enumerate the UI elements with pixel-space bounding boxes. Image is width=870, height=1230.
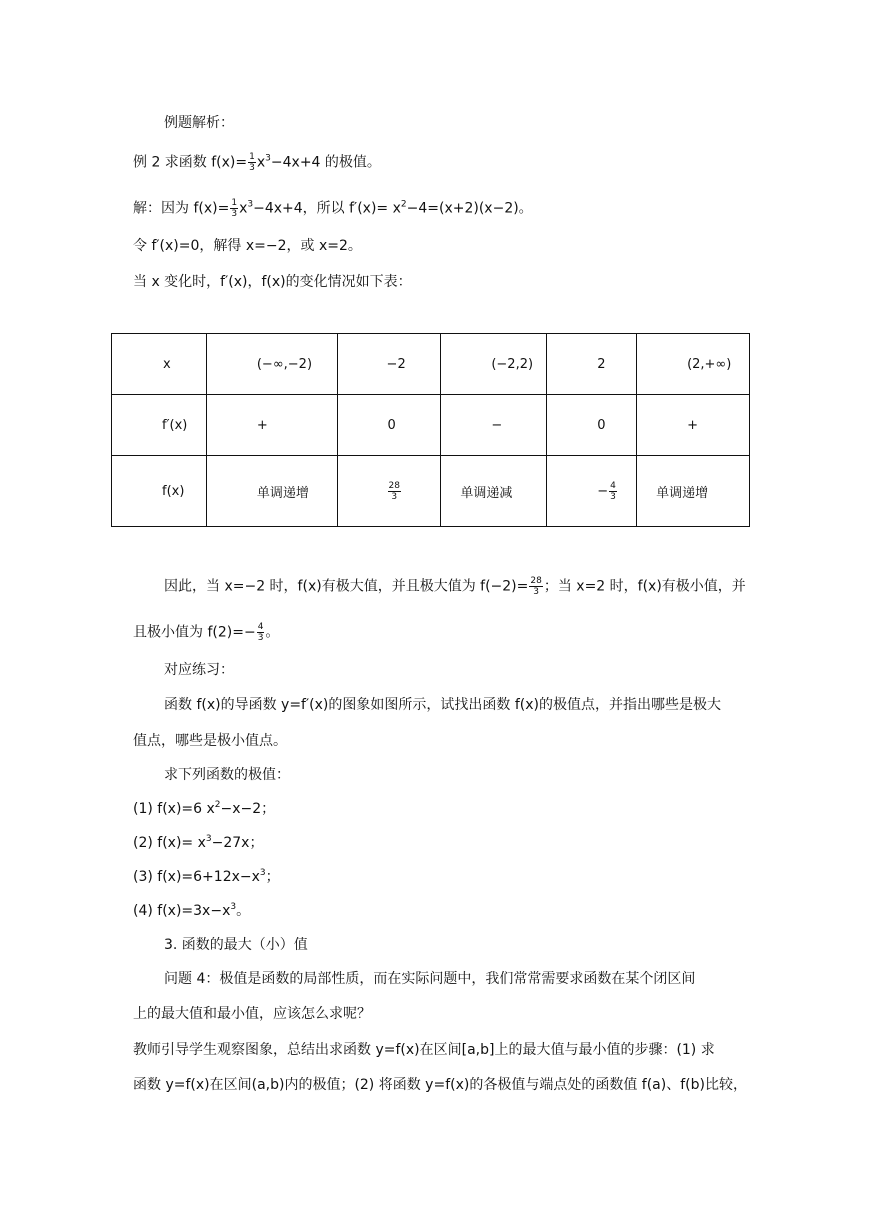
table-cell: −2 xyxy=(337,334,441,395)
fraction: $\frac{4}{3}$ xyxy=(610,480,616,502)
exercise-4: (4) $f(x)=3x-x^3$。 xyxy=(133,902,251,919)
table-cell: (2,+∞) xyxy=(637,334,750,395)
question-4-line-1: 问题 4：极值是函数的局部性质，而在实际问题中，我们常常需要求函数在某个闭区间 xyxy=(164,971,696,987)
conclusion-line-2: 且极小值为 f(2)=− $\frac{4}{3}$ 。 xyxy=(133,622,280,643)
table-cell: 0 xyxy=(547,395,637,456)
practice-2-heading: 求下列函数的极值： xyxy=(164,767,290,783)
fraction: $\frac{1}{3}$ xyxy=(249,152,255,173)
section-3-heading: 3. 函数的最大（小）值 xyxy=(164,937,308,953)
exercise-1: (1) f(x)=6 $x^2-x-2$； xyxy=(133,800,276,817)
practice-1-line-2: 值点，哪些是极小值点。 xyxy=(133,733,287,749)
fraction: $\frac{1}{3}$ xyxy=(231,198,238,219)
variation-table xyxy=(111,333,750,527)
table-cell: 2 xyxy=(547,334,637,395)
teacher-line-2: 函数 y=f(x)在区间(a,b)内的极值；(2) 将函数 y=f(x)的各极值与端点处的函数值 f(a)、f(b)比较， xyxy=(133,1077,747,1093)
table-cell: 单调递减 xyxy=(441,456,547,527)
solution-line: 解：因为 f(x)= $\frac{1}{3}$ $x^3-4x+4$，所以 $f'(x)= x^2-4=(x+2)(x-2)$。 xyxy=(133,198,533,219)
table-row xyxy=(112,334,750,395)
table-cell: (−2,2) xyxy=(441,334,547,395)
practice-1-line-1: 函数 f(x)的导函数 y=f′(x)的图象如图所示，试找出函数 f(x)的极值点，并指出哪些是极大 xyxy=(164,697,721,713)
heading-example: 例题解析： xyxy=(164,115,234,131)
table-cell: 单调递增 xyxy=(206,456,337,527)
teacher-line-1: 教师引导学生观察图象，总结出求函数 y=f(x)在区间[a,b]上的最大值与最小值的步骤：(1) 求 xyxy=(133,1042,715,1058)
table-cell: 单调递增 xyxy=(637,456,750,527)
fraction: $\frac{4}{3}$ xyxy=(257,622,264,643)
practice-heading: 对应练习： xyxy=(164,662,234,678)
exercise-3: (3) $f(x)=6+12x-x^3$； xyxy=(133,868,280,885)
table-cell: − $\frac{4}{3}$ xyxy=(547,456,637,527)
let-line: 令 f′(x)=0，解得 x=−2，或 x=2。 xyxy=(133,238,362,254)
table-cell: + xyxy=(206,395,337,456)
table-row xyxy=(112,395,750,456)
example-2-line: 例 2 求函数 f(x)= $\frac{1}{3}$ $x^3-4x+4$ 的极值。 xyxy=(133,152,381,173)
table-cell: (−∞,−2) xyxy=(206,334,337,395)
table-cell: f(x) xyxy=(112,456,207,527)
fraction: $\frac{28}{3}$ xyxy=(388,480,400,502)
table-cell: + xyxy=(637,395,750,456)
table-row xyxy=(112,456,750,527)
fraction: $\frac{28}{3}$ xyxy=(530,576,542,597)
exercise-2: (2) $f(x)= x^3-27x$； xyxy=(133,834,264,851)
table-cell xyxy=(337,456,441,527)
table-intro: 当 x 变化时，f′(x)，f(x)的变化情况如下表： xyxy=(133,274,412,290)
conclusion-line-1: 因此，当 x=−2 时，f(x)有极大值，并且极大值为 f(−2)= $\frac{28}{3}$ ；当 x=2 时，f(x)有极小值，并 xyxy=(164,576,746,597)
example-2-label: 例 2 求函数 f(x)= xyxy=(133,154,248,171)
question-4-line-2: 上的最大值和最小值，应该怎么求呢？ xyxy=(133,1006,371,1022)
table-cell: 0 xyxy=(337,395,441,456)
table-cell: − xyxy=(441,395,547,456)
table-cell: x xyxy=(112,334,207,395)
table-cell: f′(x) xyxy=(112,395,207,456)
